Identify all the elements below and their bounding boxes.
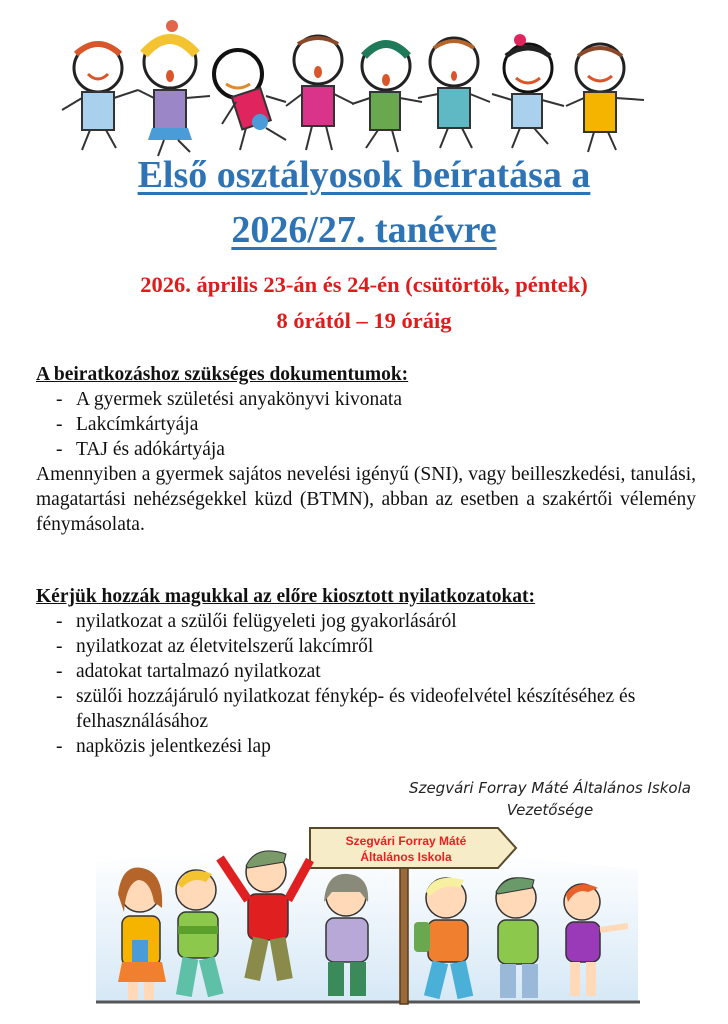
list-marker: - — [56, 736, 63, 757]
list-item: - adatokat tartalmazó nyilatkozat — [56, 661, 321, 682]
required-documents-section — [36, 362, 696, 537]
list-marker: - — [56, 636, 63, 657]
signpost-text-line-1: Szegvári Forray Máté — [345, 834, 467, 848]
required-documents-heading: A beiratkozáshoz szükséges dokumentumok: — [36, 364, 409, 385]
child-figure — [286, 36, 354, 150]
enrollment-dates: 2026. április 23-án és 24-én (csütörtök, péntek) — [140, 272, 588, 297]
signpost-text-line-2: Általános Iskola — [360, 850, 452, 864]
page-title-line-2: 2026/27. tanévre — [231, 209, 497, 251]
list-marker: - — [56, 611, 63, 632]
list-marker: - — [56, 661, 63, 682]
enrollment-hours: 8 órától – 19 óráig — [276, 308, 452, 333]
child-figure — [492, 34, 564, 148]
children-walking-illustration — [88, 822, 648, 1017]
declarations-heading: Kérjük hozzák magukkal az előre kiosztott nyilatkozatokat: — [36, 586, 536, 607]
signature-management: Vezetősége — [506, 801, 594, 819]
list-marker: - — [56, 414, 63, 435]
child-figure — [418, 38, 490, 148]
list-marker: - — [56, 439, 63, 460]
dancing-children-illustration — [60, 10, 670, 160]
child-figure — [352, 42, 422, 152]
child-figure — [118, 868, 166, 1000]
list-item: - napközis jelentkezési lap — [56, 736, 271, 757]
required-documents-list — [36, 387, 696, 462]
signature-school-name: Szegvári Forray Máté Általános Iskola — [409, 779, 691, 797]
list-item: - TAJ és adókártyája — [56, 439, 225, 460]
sni-btmn-note: Amennyiben a gyermek sajátos nevelési igényű (SNI), vagy beilleszkedési, tanulási, magatartási nehézségekkel küzd (BTMN), abban az esetben a szakértői vélemény fénymásolata. — [36, 464, 696, 535]
page-title-line-1: Első osztályosok beíratása a — [137, 154, 591, 196]
declarations-list — [36, 609, 696, 759]
list-marker: - — [56, 389, 63, 410]
child-figure — [566, 44, 644, 152]
declarations-section — [36, 584, 696, 759]
child-figure — [62, 44, 138, 150]
list-item: - A gyermek születési anyakönyvi kivonata — [56, 389, 402, 410]
list-marker: - — [56, 686, 63, 707]
list-item: - szülői hozzájáruló nyilatkozat fénykép- és videofelvétel készítéséhez és felhasználásához — [56, 686, 636, 732]
list-item: - nyilatkozat az életvitelszerű lakcímről — [56, 636, 374, 657]
list-item: - Lakcímkártyája — [56, 414, 199, 435]
child-figure — [138, 20, 210, 156]
list-item: - nyilatkozat a szülői felügyeleti jog gyakorlásáról — [56, 611, 457, 632]
child-figure — [214, 50, 286, 150]
